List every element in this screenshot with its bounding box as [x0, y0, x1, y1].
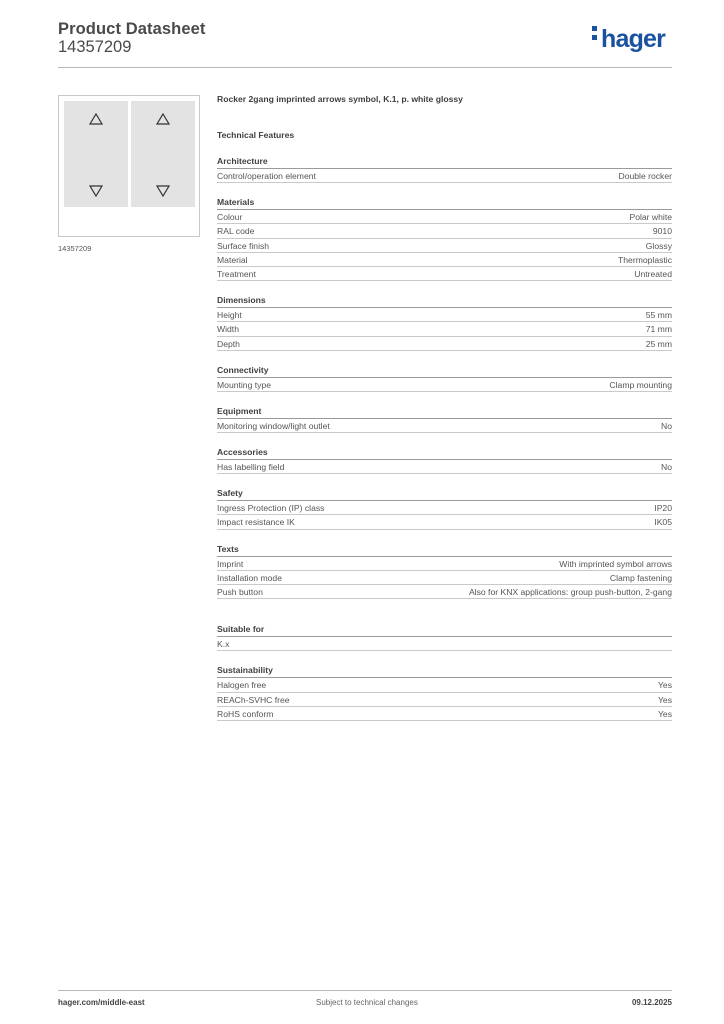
footer-date: 09.12.2025	[631, 998, 672, 1007]
product-description: Rocker 2gang imprinted arrows symbol, K.1, p. white glossy	[217, 94, 463, 104]
spec-value: Yes	[657, 694, 672, 705]
spec-label: Monitoring window/light outlet	[217, 420, 330, 431]
spec-row	[217, 378, 672, 392]
spec-value: 55 mm	[645, 310, 672, 321]
spec-label: K.x	[217, 639, 230, 650]
section-title: Connectivity	[217, 364, 672, 378]
header-divider	[58, 67, 672, 68]
spec-row	[217, 322, 672, 336]
spec-row	[217, 253, 672, 267]
arrow-up-icon	[156, 113, 170, 125]
spec-value: With imprinted symbol arrows	[559, 558, 672, 569]
logo-text: hager	[601, 25, 666, 53]
spec-label: Impact resistance IK	[217, 517, 295, 528]
footer-divider	[58, 990, 672, 991]
page-title: Product Datasheet	[58, 20, 206, 38]
spec-label: Halogen free	[217, 680, 267, 691]
spec-label: Ingress Protection (IP) class	[217, 503, 325, 514]
section-materials	[217, 196, 672, 281]
hager-logo	[592, 26, 665, 52]
technical-features-title: Technical Features	[217, 130, 295, 140]
spec-label: Has labelling field	[217, 462, 285, 473]
spec-label: RoHS conform	[217, 708, 274, 719]
product-image	[58, 95, 200, 237]
spec-value: 71 mm	[645, 324, 672, 335]
spec-value: 9010	[652, 226, 672, 237]
spec-row	[217, 239, 672, 253]
spec-label: Depth	[217, 338, 240, 349]
section-texts	[217, 543, 672, 600]
section-accessories	[217, 446, 672, 474]
image-caption: 14357209	[58, 244, 92, 253]
features-sections	[217, 155, 672, 599]
spec-label: Push button	[217, 587, 263, 597]
spec-row	[217, 515, 672, 529]
section-title: Sustainability	[217, 664, 672, 678]
spec-row	[217, 571, 672, 585]
spec-value: IP20	[654, 503, 672, 514]
section-title: Materials	[217, 196, 672, 210]
spec-value: No	[661, 462, 672, 473]
spec-value: Double rocker	[618, 171, 672, 181]
section-equipment	[217, 405, 672, 433]
spec-label: Colour	[217, 212, 243, 223]
spec-label: Height	[217, 310, 242, 321]
footer-notice: Subject to technical changes	[316, 998, 418, 1007]
spec-row	[217, 224, 672, 238]
spec-row	[217, 585, 672, 599]
spec-value: Polar white	[629, 212, 672, 223]
spec-row	[217, 210, 672, 224]
section-sustainability	[217, 664, 672, 721]
rocker-right	[131, 101, 195, 207]
spec-label: RAL code	[217, 226, 255, 237]
spec-label: REACh-SVHC free	[217, 694, 290, 705]
section-dimensions	[217, 294, 672, 351]
section-suitable-for	[217, 623, 672, 651]
features-content	[217, 94, 672, 721]
arrow-up-icon	[89, 113, 103, 125]
spec-value: IK05	[654, 517, 672, 528]
spec-row	[217, 267, 672, 281]
spec-row	[217, 678, 672, 692]
section-connectivity	[217, 364, 672, 392]
spec-value: Thermoplastic	[618, 254, 672, 265]
spec-value: Yes	[657, 680, 672, 691]
spec-label: Installation mode	[217, 572, 282, 583]
spec-value: No	[661, 420, 672, 431]
section-title: Accessories	[217, 446, 672, 460]
spec-label: Control/operation element	[217, 171, 316, 181]
section-title: Architecture	[217, 155, 672, 169]
spec-label: Treatment	[217, 268, 256, 279]
spec-row	[217, 557, 672, 571]
section-title: Dimensions	[217, 294, 672, 308]
section-title: Equipment	[217, 405, 672, 419]
spec-value: Clamp mounting	[609, 379, 672, 390]
spec-row	[217, 707, 672, 721]
spec-row	[217, 308, 672, 322]
rocker-left	[64, 101, 128, 207]
spec-row	[217, 169, 672, 183]
spec-row	[217, 501, 672, 515]
footer-website: hager.com/middle-east	[58, 998, 145, 1007]
spec-label: Imprint	[217, 558, 244, 569]
arrow-down-icon	[89, 185, 103, 197]
spec-label: Surface finish	[217, 240, 270, 251]
spec-row	[217, 637, 672, 651]
arrow-down-icon	[156, 185, 170, 197]
section-title: Safety	[217, 487, 672, 501]
spec-row	[217, 419, 672, 433]
spec-value: Untreated	[634, 268, 672, 279]
section-safety	[217, 487, 672, 529]
spec-label: Material	[217, 254, 248, 265]
spec-value: Yes	[657, 708, 672, 719]
spec-value: Also for KNX applications: group push-button, 2-gang	[468, 587, 672, 597]
spec-row	[217, 337, 672, 351]
spec-value: 25 mm	[645, 338, 672, 349]
spec-row	[217, 693, 672, 707]
spec-value: Clamp fastening	[609, 572, 672, 583]
spec-label: Mounting type	[217, 379, 271, 390]
spec-label: Width	[217, 324, 239, 335]
logo-dots-icon	[592, 26, 598, 44]
spec-row	[217, 460, 672, 474]
section-architecture	[217, 155, 672, 183]
product-number: 14357209	[58, 38, 132, 56]
section-title: Texts	[217, 543, 672, 557]
section-title: Suitable for	[217, 623, 672, 637]
spec-value: Glossy	[645, 240, 672, 251]
